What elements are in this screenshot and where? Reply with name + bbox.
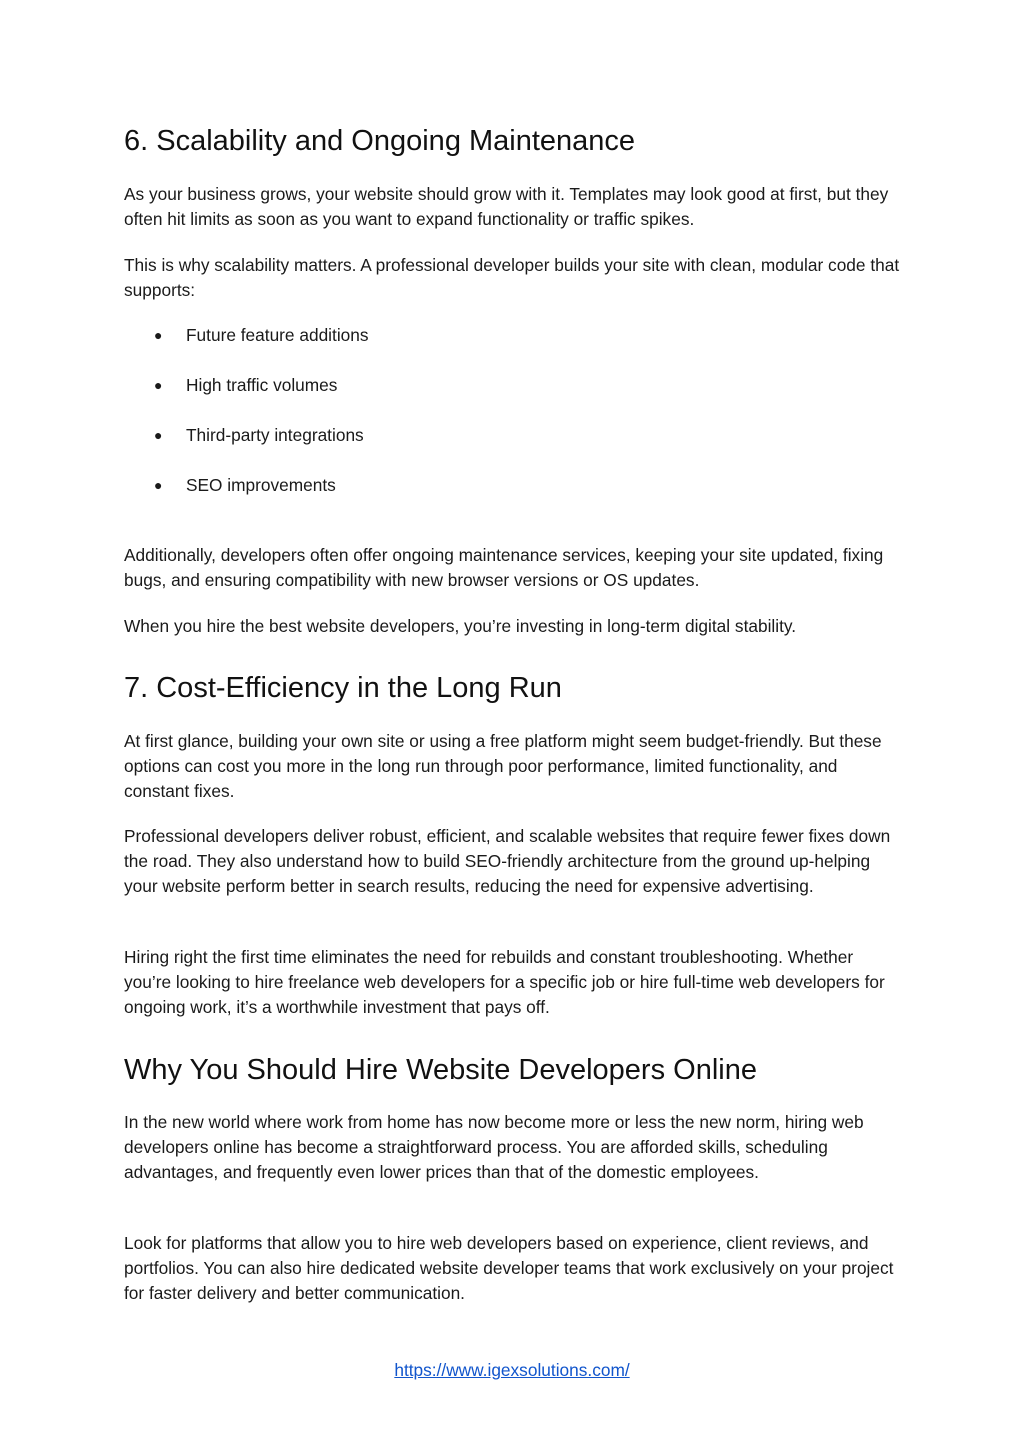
list-item-text: SEO improvements [186, 475, 336, 495]
section-7-paragraph-2: Professional developers deliver robust, efficient, and scalable websites that require fewer fixes down the road. They also understand how to build SEO-friendly architecture from the ground up-helping your website perform better in search results, reducing the need for expensive advertising. [124, 826, 891, 896]
list-item-text: High traffic volumes [186, 375, 338, 395]
list-item-text: Future feature additions [186, 325, 369, 345]
bullet-icon: ● [154, 377, 163, 393]
section-7-paragraph-3: Hiring right the first time eliminates the need for rebuilds and constant troubleshooting. Whether you’re looking to hire freelance web developers for a specific job or hire full-time web developers for ongoing work, it’s a worthwhile investment that pays off. [124, 947, 885, 1017]
section-6-paragraph-2: This is why scalability matters. A professional developer builds your site with clean, modular code that supports: [124, 255, 900, 300]
bullet-icon: ● [154, 327, 163, 343]
list-item [124, 473, 824, 523]
website-link[interactable]: https://www.igexsolutions.com/ [394, 1360, 630, 1380]
footer [0, 1358, 1024, 1383]
section-8-heading: Why You Should Hire Website Developers Online [124, 1054, 757, 1086]
list-item [124, 323, 824, 373]
section-6-paragraph-4: When you hire the best website developers, you’re investing in long-term digital stability. [124, 616, 797, 636]
list-item [124, 423, 824, 473]
list-item [124, 373, 824, 423]
section-7-paragraph-1: At first glance, building your own site or using a free platform might seem budget-friendly. But these options can cost you more in the long run through poor performance, limited functionality, and constant fixes. [124, 731, 882, 801]
bullet-icon: ● [154, 477, 163, 493]
section-7-heading: 7. Cost-Efficiency in the Long Run [124, 672, 562, 704]
section-6-paragraph-3: Additionally, developers often offer ongoing maintenance services, keeping your site updated, fixing bugs, and ensuring compatibility with new browser versions or OS updates. [124, 545, 884, 590]
section-6-heading: 6. Scalability and Ongoing Maintenance [124, 125, 636, 157]
bullet-icon: ● [154, 427, 163, 443]
section-8-paragraph-1: In the new world where work from home has now become more or less the new norm, hiring web developers online has become a straightforward process. You are afforded skills, scheduling advantages, and frequently even lower prices than that of the domestic employees. [124, 1112, 864, 1182]
list-item-text: Third-party integrations [186, 425, 364, 445]
section-6-paragraph-1: As your business grows, your website should grow with it. Templates may look good at first, but they often hit limits as soon as you want to expand functionality or traffic spikes. [124, 184, 889, 229]
section-8-paragraph-2: Look for platforms that allow you to hire web developers based on experience, client reviews, and portfolios. You can also hire dedicated website developer teams that work exclusively on your project for faster delivery and better communication. [124, 1233, 894, 1303]
feature-list [124, 323, 824, 523]
